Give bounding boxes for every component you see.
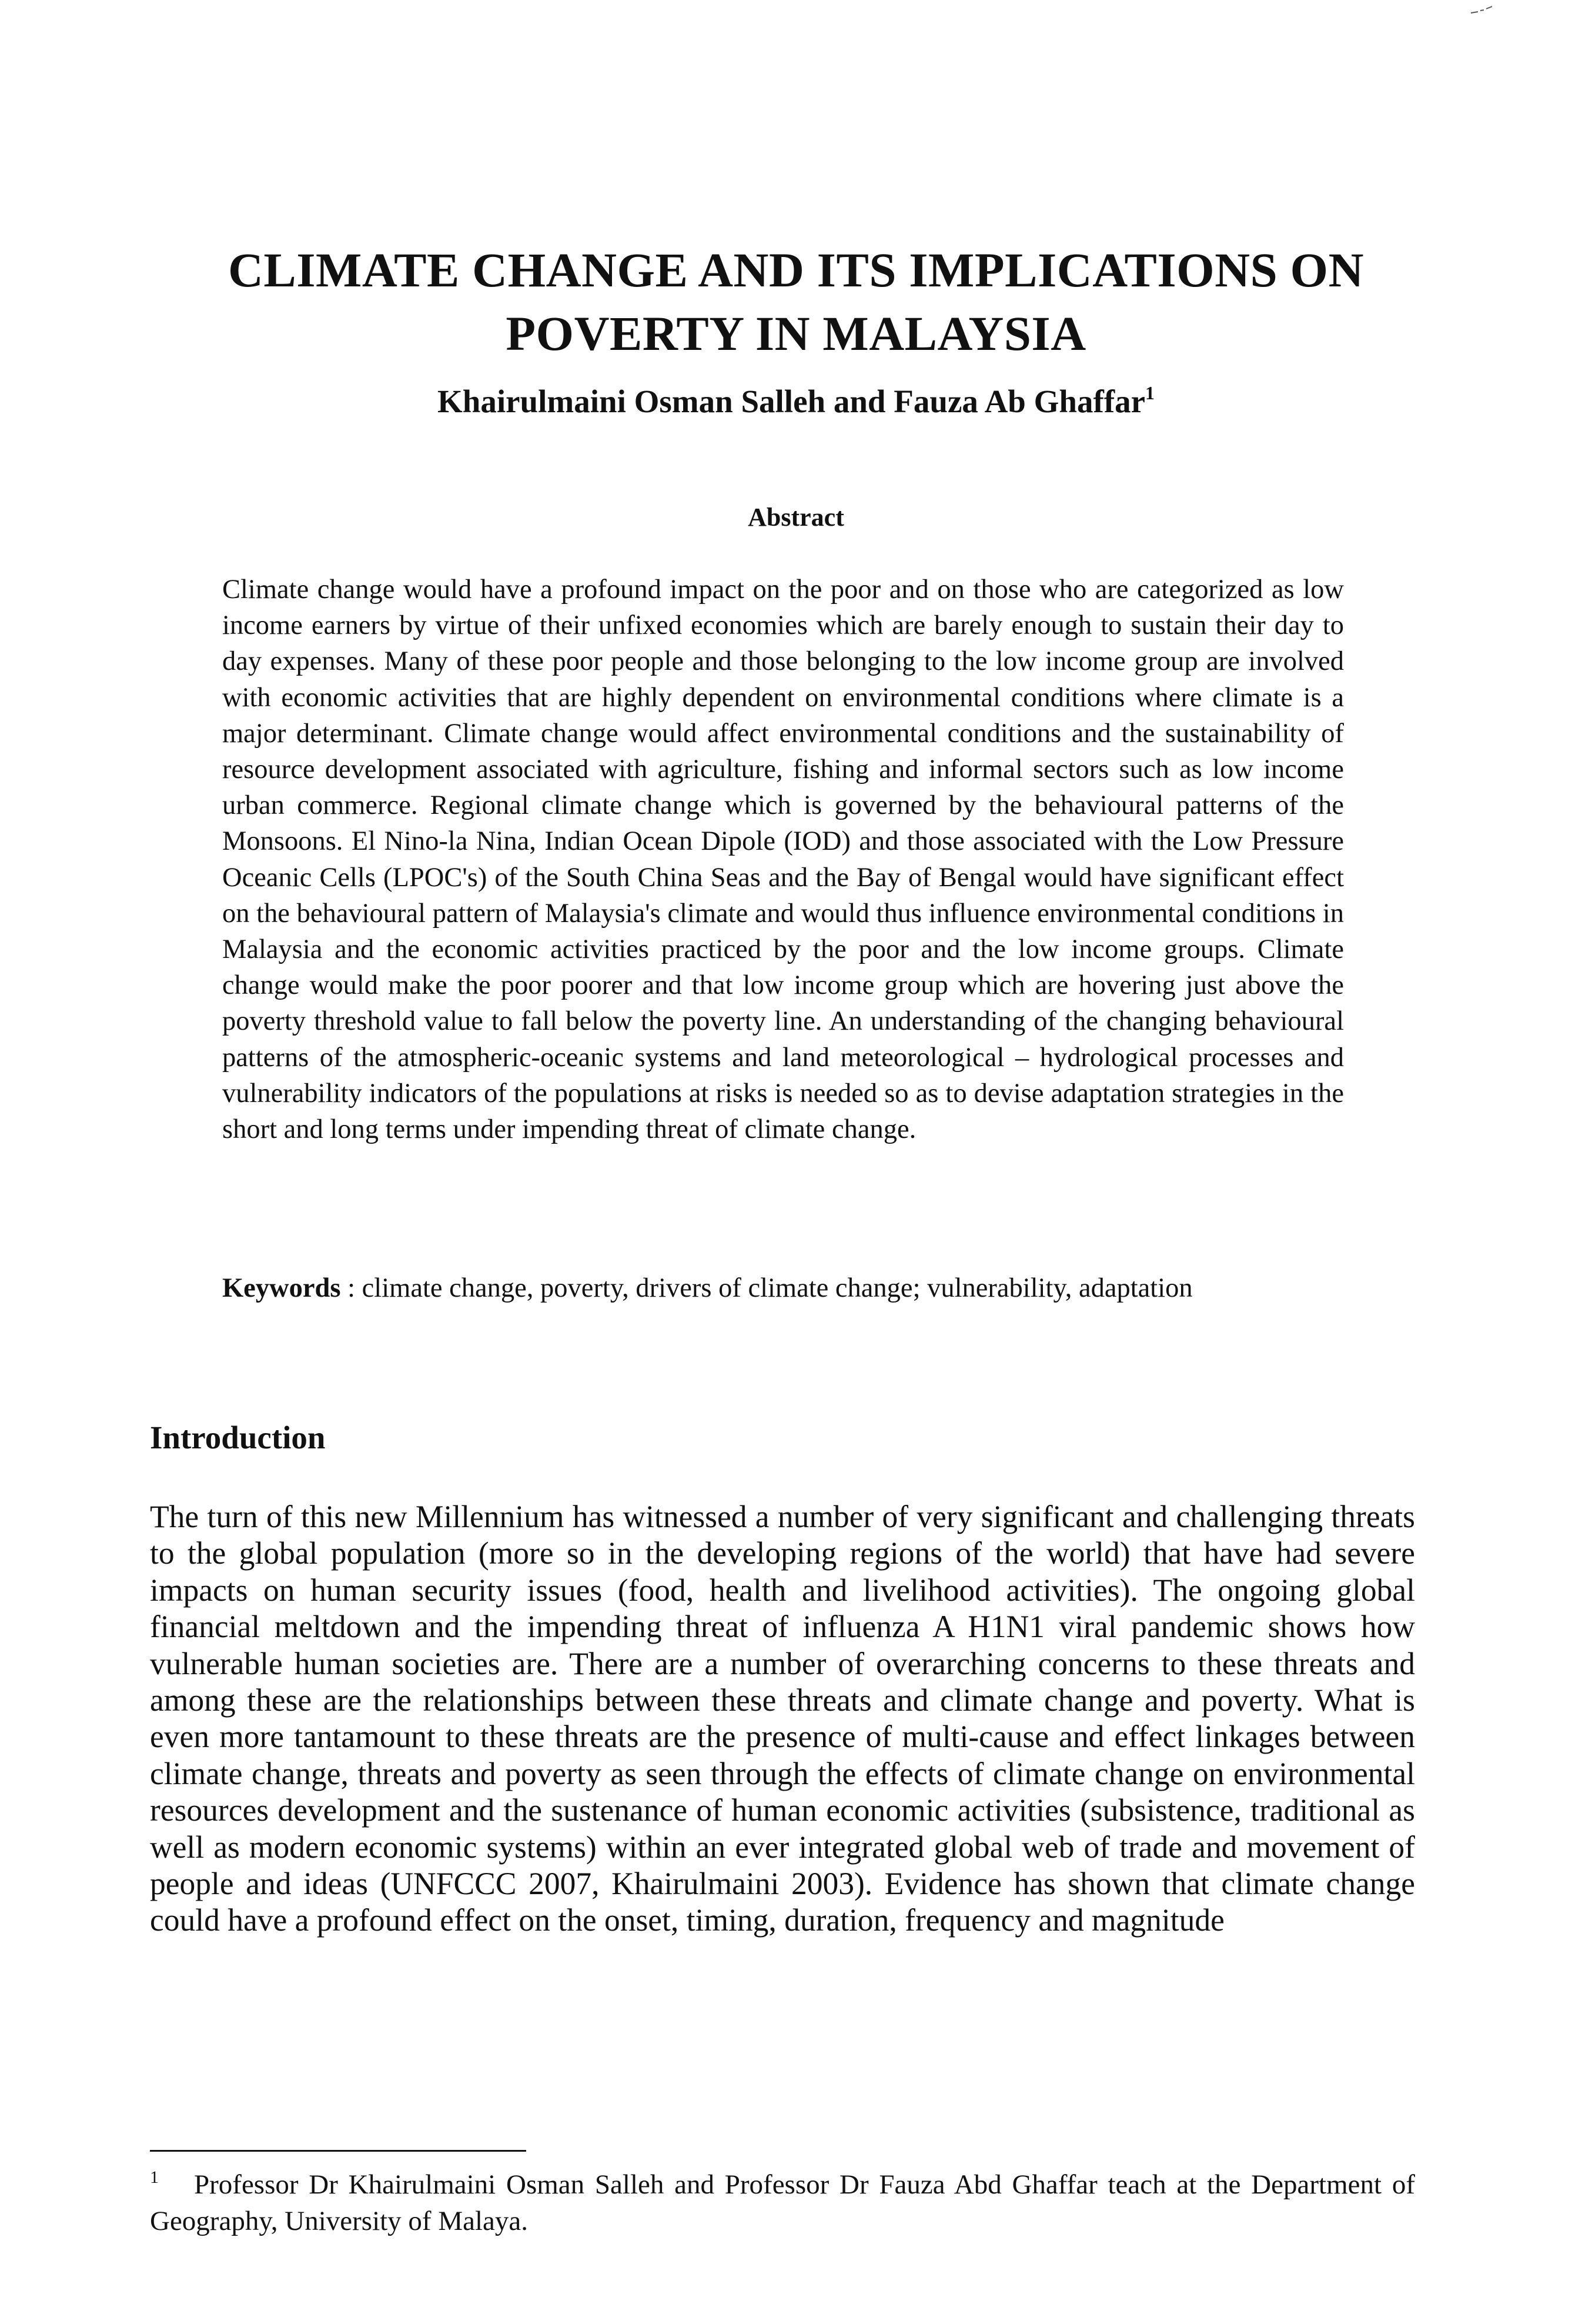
author-footnote-ref: 1 — [1145, 382, 1155, 403]
keywords-text: climate change, poverty, drivers of climate change; vulnerability, adaptation — [362, 1273, 1193, 1303]
keywords-label: Keywords — [222, 1273, 341, 1303]
author-names: Khairulmaini Osman Salleh and Fauza Ab Ghaffar — [437, 383, 1146, 419]
footnote — [150, 2166, 1415, 2239]
abstract-heading: Abstract — [748, 503, 844, 532]
author-line — [147, 381, 1445, 422]
footnote-divider — [150, 2150, 526, 2152]
keywords-separator: : — [340, 1273, 362, 1303]
footnote-mark: 1 — [150, 2168, 159, 2187]
footnote-text: Professor Dr Khairulmaini Osman Salleh and Professor Dr Fauza Abd Ghaffar teach at the Department of Geography, University of Malaya. — [150, 2169, 1415, 2236]
abstract-text: Climate change would have a profound impact on the poor and on those who are categorized as low income earners by virtue of their unfixed economies which are barely enough to sustain their day to day expenses. Many of these poor people and those belonging to the low income group are involved with economic activities that are highly dependent on environmental conditions where climate is a major determinant. Climate change would affect environmental conditions and the sustainability of resource development associated with agriculture, fishing and informal sectors such as low income urban commerce. Regional climate change which is governed by the behavioural patterns of the Monsoons. El Nino-la Nina, Indian Ocean Dipole (IOD) and those associated with the Low Pressure Oceanic Cells (LPOC's) of the South China Seas and the Bay of Bengal would have significant effect on the behavioural pattern of Malaysia's climate and would thus influence environmental conditions in Malaysia and the economic activities practiced by the poor and the low income groups. Climate change would make the poor poorer and that low income group which are hovering just above the poverty threshold value to fall below the poverty line. An understanding of the changing behavioural patterns of the atmospheric-oceanic systems and land meteorological – hydrological processes and vulnerability indicators of the populations at risks is needed so as to devise adaptation strategies in the short and long terms under impending threat of climate change. — [222, 575, 1344, 1145]
paper-title: CLIMATE CHANGE AND ITS IMPLICATIONS ON POVERTY IN MALAYSIA — [228, 243, 1364, 360]
keywords — [222, 1270, 1344, 1306]
scan-mark — [1470, 5, 1493, 15]
introduction-text: The turn of this new Millennium has witnessed a number of very significant and challenging threats to the global population (more so in the developing regions of the world) that have had severe impacts on human security issues (food, health and livelihood activities). The ongoing global financial meltdown and the impending threat of influenza A H1N1 viral pandemic shows how vulnerable human societies are. There are a number of overarching concerns to these threats and among these are the relationships between these threats and climate change and poverty. What is even more tantamount to these threats are the presence of multi-cause and effect linkages between climate change, threats and poverty as seen through the effects of climate change on environmental resources development and the sustenance of human economic activities (subsistence, traditional as well as modern economic systems) within an ever integrated global web of trade and movement of people and ideas (UNFCCC 2007, Khairulmaini 2003). Evidence has shown that climate change could have a profound effect on the onset, timing, duration, frequency and magnitude — [150, 1499, 1415, 1938]
section-heading-introduction: Introduction — [150, 1420, 326, 1455]
